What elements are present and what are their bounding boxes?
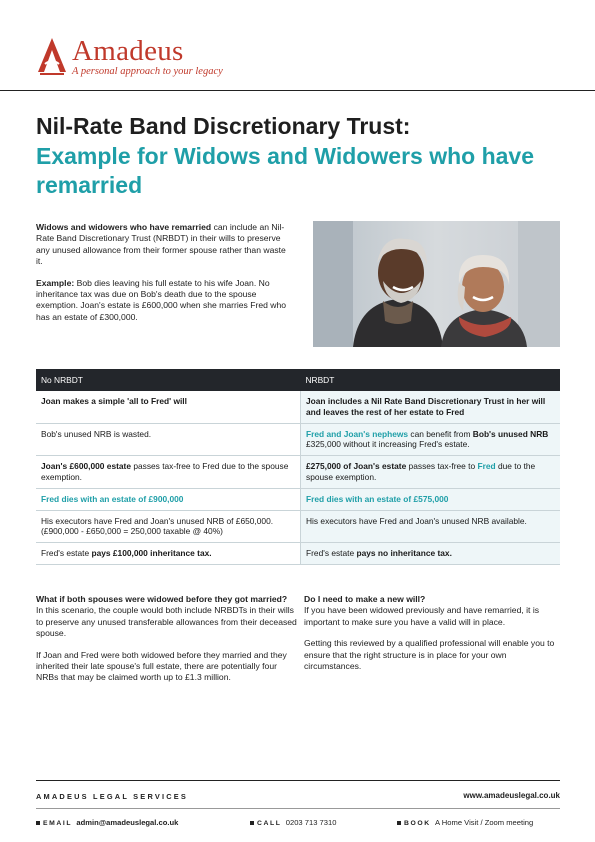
footer-email[interactable] (36, 818, 178, 827)
footer-divider (36, 780, 560, 781)
table-row (36, 391, 560, 423)
page-subtitle: Example for Widows and Widowers who have remarried (36, 143, 535, 198)
intro-bold-2: Example: (36, 277, 75, 288)
intro-text (36, 222, 294, 333)
brand-name: Amadeus (72, 35, 184, 67)
table-cell (36, 543, 301, 565)
comparison-table (36, 369, 560, 565)
couple-photo-image (313, 221, 560, 347)
table-cell (36, 510, 301, 543)
table-cell (301, 456, 561, 489)
new-will-section (304, 594, 566, 682)
intro-bold-1: Widows and widowers who have remarried (36, 222, 212, 232)
teal-text: Fred (477, 461, 496, 472)
table-row (36, 456, 560, 489)
table-cell: His executors have Fred and Joan's unused NRB available. (301, 510, 561, 543)
bold-text: Joan's £600,000 estate (41, 461, 131, 472)
amadeus-logo-icon (36, 36, 68, 76)
cell-text: passes tax-free to (406, 461, 478, 472)
footer-book[interactable] (397, 818, 533, 827)
brand-tagline: A personal approach to your legacy (72, 66, 223, 77)
header-no-nrbdt: No NRBDT (36, 369, 301, 391)
header-nrbdt: NRBDT (301, 369, 561, 391)
couple-photo (313, 221, 560, 347)
section-paragraph: Getting this reviewed by a qualified professional will enable you to ensure that the right structure is in place for your own circumstances. (304, 638, 555, 672)
table-cell: Joan includes a Nil Rate Band Discretionary Trust in her will and leaves the rest of her estate to Fred (301, 391, 561, 423)
footer-company: AMADEUS LEGAL SERVICES (36, 792, 189, 801)
footer-call[interactable] (250, 818, 336, 827)
cell-text: can benefit from (408, 428, 473, 439)
book-text[interactable]: A Home Visit / Zoom meeting (435, 818, 534, 827)
intro-rest-1: can include an Nil-Rate Band Discretionary Trust (NRBDT) in their wills to preserve any unused allowance from their former spouse rather than waste it. (36, 222, 286, 267)
table-cell: Fred dies with an estate of £575,000 (301, 488, 561, 510)
cell-text: (£900,000 - £650,000 = 250,000 taxable @ 40%) (41, 526, 223, 537)
call-label: CALL (257, 820, 282, 827)
phone-number[interactable]: 0203 713 7310 (285, 818, 337, 827)
section-heading: What if both spouses were widowed before they got married? (36, 594, 288, 604)
bullet-square-icon (397, 821, 401, 825)
intro-rest-2: Bob dies leaving his full estate to his wife Joan. No inheritance tax was due on Bob's death due to the spouse exemption. Joan's estate is £600,000 when she marries Fred who has an estate of £300,000. (36, 277, 287, 322)
table-row (36, 423, 560, 456)
table-cell (301, 423, 561, 456)
email-address[interactable]: admin@amadeuslegal.co.uk (76, 818, 179, 827)
cell-text: due to the spouse exemption. (306, 461, 536, 482)
table-cell: Bob's unused NRB is wasted. (36, 423, 301, 456)
header-divider (0, 90, 595, 91)
table-row (36, 488, 560, 510)
section-heading: Do I need to make a new will? (304, 594, 426, 604)
bullet-square-icon (250, 821, 254, 825)
bold-text: pays £100,000 inheritance tax. (91, 548, 212, 559)
table-row (36, 543, 560, 565)
cell-text: His executors have Fred and Joan's unused NRB of £650,000. (41, 515, 274, 526)
table-cell (301, 543, 561, 565)
bullet-square-icon (36, 821, 40, 825)
table-cell: Joan makes a simple 'all to Fred' will (36, 391, 301, 423)
section-paragraph: In this scenario, the couple would both include NRBDTs in their wills to preserve any unused transferable allowances from their deceased spouse. (36, 605, 297, 639)
section-paragraph: If you have been widowed previously and have remarried, it is important to make sure you have a valid will in place. (304, 605, 540, 627)
footer-website-link[interactable]: www.amadeuslegal.co.uk (463, 791, 560, 800)
cell-text: passes tax-free to Fred due to the spouse exemption. (41, 461, 289, 482)
intro-paragraph-1 (36, 222, 294, 268)
bold-text: pays no inheritance tax. (356, 548, 452, 559)
table-cell: Fred dies with an estate of £900,000 (36, 488, 301, 510)
table-row (36, 510, 560, 543)
bold-text: £275,000 of Joan's estate (306, 461, 407, 472)
table-cell (36, 456, 301, 489)
cell-text: £325,000 without it increasing Fred's estate. (306, 439, 470, 450)
teal-text: Fred and Joan's nephews (306, 428, 409, 439)
cell-text: Fred's estate (306, 548, 357, 559)
cell-text: Fred's estate (41, 548, 92, 559)
book-label: BOOK (404, 820, 431, 827)
intro-paragraph-2 (36, 278, 294, 324)
table-header-row (36, 369, 560, 391)
widowed-before-section (36, 594, 298, 694)
email-label: EMAIL (43, 820, 73, 827)
section-paragraph: If Joan and Fred were both widowed before they married and they inherited their late spouse's full estate, there are potentially four NRBs that may be claimed worth up to £1.3 million. (36, 649, 287, 683)
bold-text: Bob's unused NRB (472, 428, 549, 439)
footer-divider-2 (36, 808, 560, 809)
page-title: Nil-Rate Band Discretionary Trust: (36, 113, 411, 139)
